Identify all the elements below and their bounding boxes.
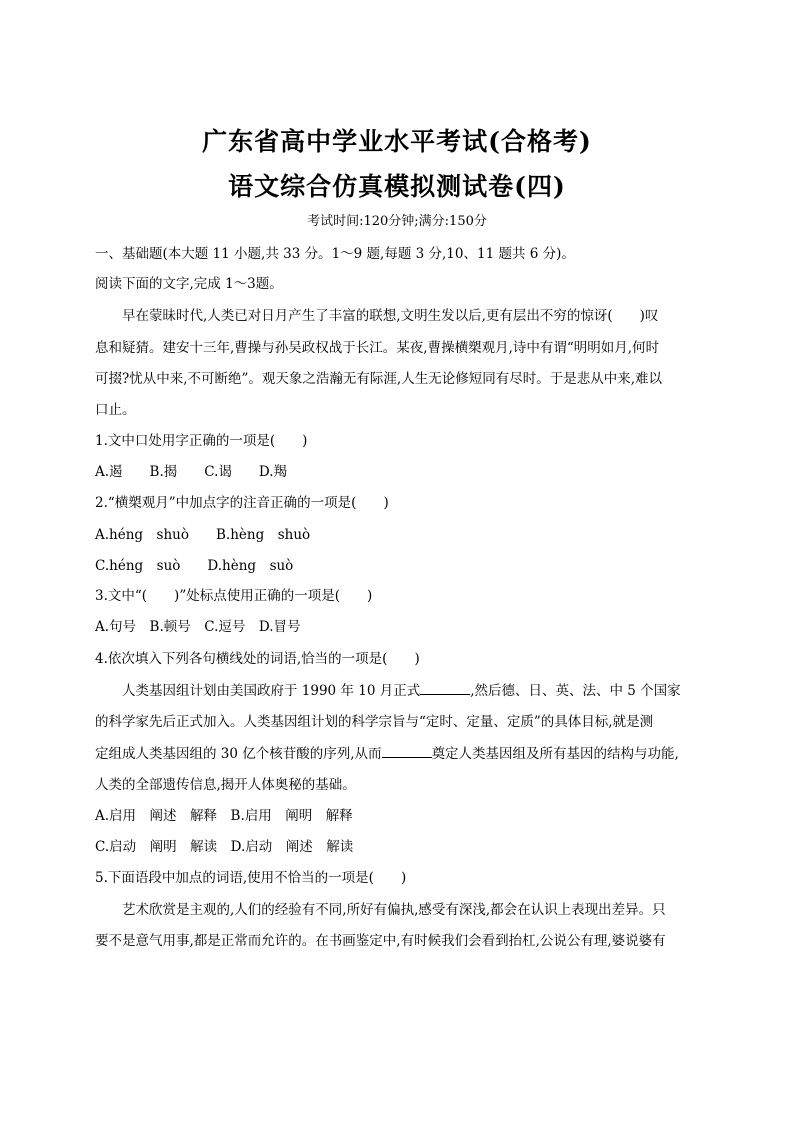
question-3-options: A.句号 B.顿号 C.逗号 D.冒号: [95, 619, 301, 635]
passage-text: 人类基因组计划由美国政府于 1990 年 10 月正式: [122, 683, 421, 699]
fill-blank: [420, 682, 470, 695]
question-5-passage-line: 要不是意气用事,都是正常而允许的。在书画鉴定中,有时候我们会看到抬杠,公说公有理,婆说婆有: [95, 933, 666, 949]
question-1-options: A.遏 B.揭 C.谒 D.羯: [95, 464, 288, 480]
passage-line: 早在蒙昧时代,人类已对日月产生了丰富的联想,文明生发以后,更有层出不穷的惊讶( )叹: [122, 308, 659, 324]
question-4-passage-line: 的科学家先后正式加入。人类基因组计划的科学宗旨与“定时、定量、定质”的具体目标,就是测: [95, 714, 654, 730]
question-4-passage-line: [122, 679, 681, 699]
question-5-stem: 5.下面语段中加点的词语,使用不恰当的一项是( ): [95, 870, 407, 886]
question-3-stem: 3.文中“( )”处标点使用正确的一项是( ): [95, 588, 373, 604]
passage-text: ,然后德、日、英、法、中 5 个国家: [470, 683, 681, 699]
passage-line: 息和疑猜。建安十三年,曹操与孙吴政权战于长江。某夜,曹操横槊观月,诗中有谓“明明如月,何时: [95, 340, 660, 356]
question-4-stem: 4.依次填入下列各句横线处的词语,恰当的一项是( ): [95, 651, 420, 667]
question-4-passage-line: [95, 742, 679, 762]
question-1-stem: 1.文中口处用字正确的一项是( ): [95, 433, 308, 449]
passage-text: 定组成人类基因组的 30 亿个核苷酸的序列,从而: [95, 746, 382, 762]
passage-text: 奠定人类基因组及所有基因的结构与功能,: [431, 746, 679, 762]
reading-instruction: 阅读下面的文字,完成 1～3题。: [95, 276, 283, 292]
question-5-passage-line: 艺术欣赏是主观的,人们的经验有不同,所好有偏执,感受有深浅,都会在认识上表现出差异。只: [122, 902, 666, 918]
question-2-stem: 2.“横槊观月”中加点字的注音正确的一项是( ): [95, 495, 389, 511]
page-subtitle: 语文综合仿真模拟测试卷(四): [228, 172, 566, 201]
passage-line: 口止。: [95, 402, 136, 418]
question-2-options: C.héng suò D.hèng suò: [95, 558, 294, 574]
question-4-passage-line: 人类的全部遗传信息,揭开人体奥秘的基础。: [95, 777, 356, 793]
section-heading: 一、基础题(本大题 11 小题,共 33 分。1～9 题,每题 3 分,10、11 题共 6 分)。: [95, 246, 575, 262]
question-2-options: A.héng shuò B.hèng shuò: [95, 527, 311, 543]
page-title: 广东省高中学业水平考试(合格考): [202, 127, 592, 156]
fill-blank: [382, 745, 432, 758]
exam-info: 考试时间:120分钟;满分:150分: [307, 214, 487, 229]
question-4-options: A.启用 阐述 解释 B.启用 阐明 解释: [95, 808, 353, 824]
passage-line: 可掇?忧从中来,不可断绝”。观天象之浩瀚无有际涯,人生无论修短同有尽时。于是悲从中来,难以: [95, 371, 663, 387]
question-4-options: C.启动 阐明 解读 D.启动 阐述 解读: [95, 839, 354, 855]
